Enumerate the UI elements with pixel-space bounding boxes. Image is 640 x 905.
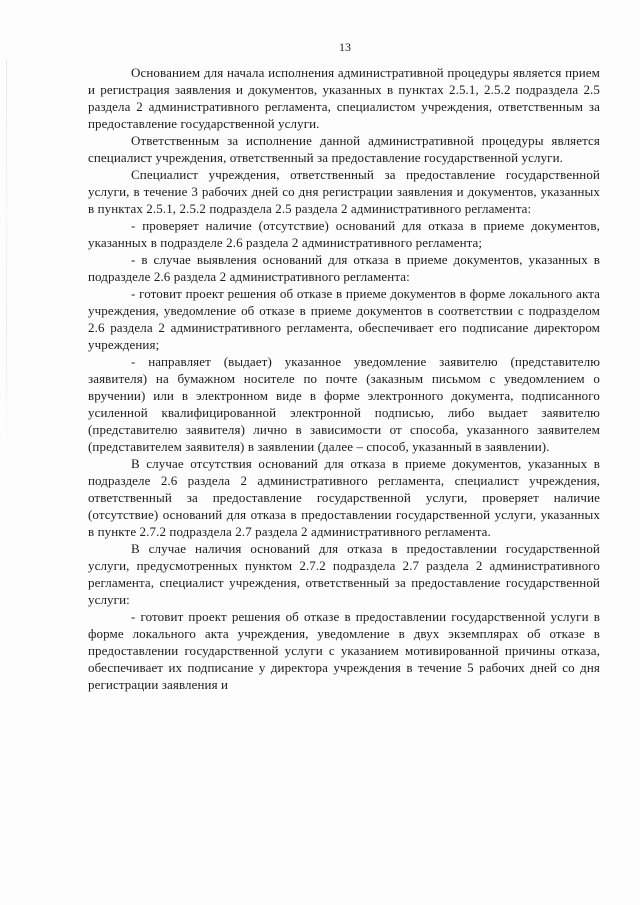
scan-edge-artifact [6, 60, 7, 440]
list-item-prepare-decision: - готовит проект решения об отказе в предоставлении государственной услуги в форме локального акта учреждения, уведомление в двух экземплярах об отказе в предоставлении государственной услуги с указанием мотивированной причины отказа, обеспечивает их подписание у директора учреждения в течение 5 рабочих дней со дня регистрации заявления и [88, 609, 600, 692]
page-number: 13 [339, 40, 351, 54]
list-item-send-notice: - направляет (выдает) указанное уведомление заявителю (представителю заявителя) на бумажном носителе по почте (заказным письмом с уведомлением о вручении) или в электронном виде в форме электронного документа, подписанного усиленной квалифицированной электронной подписью, либо выдает заявителю (представителю заявителя) лично в зависимости от способа, указанного заявителем (представителем заявителя) в заявлении (далее – способ, указанный в заявлении). [88, 354, 600, 454]
paragraph-no-grounds: В случае отсутствия оснований для отказа в приеме документов, указанных в подразделе 2.6 раздела 2 административного регламента, специалист учреждения, ответственный за предоставление государственной услуги, проверяет наличие (отсутствие) оснований для отказа в предоставлении государственной услуги, указанных в пункте 2.7.2 подраздела 2.7 раздела 2 административного регламента. [88, 456, 600, 539]
list-item-check-grounds: - проверяет наличие (отсутствие) оснований для отказа в приеме документов, указанных в подразделе 2.6 раздела 2 административного регламента; [88, 218, 600, 250]
list-item-if-grounds-found: - в случае выявления оснований для отказа в приеме документов, указанных в подразделе 2.6 раздела 2 административного регламента: [88, 252, 600, 284]
document-body [88, 64, 600, 693]
paragraph-specialist-duties: Специалист учреждения, ответственный за предоставление государственной услуги, в течение 3 рабочих дней со дня регистрации заявления и документов, указанных в пунктах 2.5.1, 2.5.2 подраздела 2.5 раздела 2 административного регламента: [88, 167, 600, 216]
list-item-prepare-refusal: - готовит проект решения об отказе в приеме документов в форме локального акта учреждения, уведомление об отказе в приеме документов в соответствии с подразделом 2.6 раздела 2 административного регламента, обеспечивает его подписание директором учреждения; [88, 286, 600, 352]
paragraph-responsible: Ответственным за исполнение данной административной процедуры является специалист учреждения, ответственный за предоставление государственной услуги. [88, 133, 600, 165]
paragraph-basis: Основанием для начала исполнения административной процедуры является прием и регистрация заявления и документов, указанных в пунктах 2.5.1, 2.5.2 подраздела 2.5 раздела 2 административного регламента, специалистом учреждения, ответственным за предоставление государственной услуги. [88, 65, 600, 131]
paragraph-grounds-present: В случае наличия оснований для отказа в предоставлении государственной услуги, предусмотренных пунктом 2.7.2 подраздела 2.7 раздела 2 административного регламента, специалист учреждения, ответственный за предоставление государственной услуги: [88, 541, 600, 607]
